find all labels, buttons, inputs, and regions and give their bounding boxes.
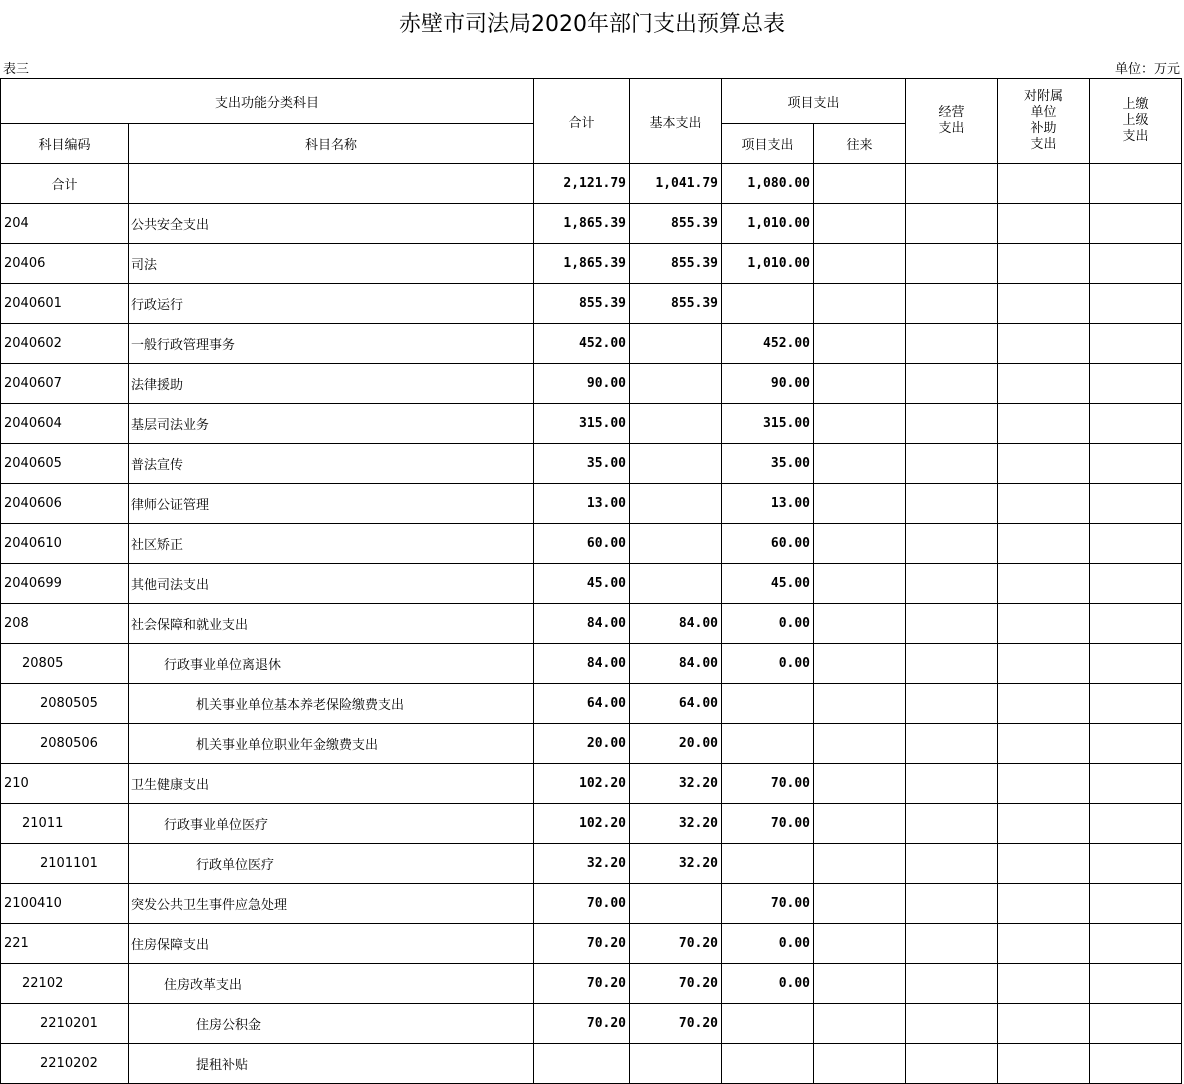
row-operating (906, 604, 998, 644)
row-operating (906, 284, 998, 324)
row-code: 208 (1, 604, 129, 644)
row-project (722, 684, 814, 724)
row-operating (906, 364, 998, 404)
row-subsidy (998, 284, 1090, 324)
row-remit (1090, 764, 1182, 804)
row-code: 2040699 (1, 564, 129, 604)
table-row (1, 364, 1184, 404)
row-name: 行政事业单位离退休 (129, 644, 534, 684)
row-basic: 855.39 (630, 244, 722, 284)
row-remit (1090, 204, 1182, 244)
row-operating (906, 524, 998, 564)
row-transfer (814, 524, 906, 564)
row-subsidy (998, 404, 1090, 444)
row-subsidy (998, 964, 1090, 1004)
row-operating (906, 684, 998, 724)
row-project: 315.00 (722, 404, 814, 444)
row-subsidy (998, 244, 1090, 284)
row-basic (630, 364, 722, 404)
table-row (1, 884, 1184, 924)
row-operating (906, 484, 998, 524)
row-subsidy (998, 764, 1090, 804)
row-remit (1090, 684, 1182, 724)
table-row (1, 844, 1184, 884)
row-remit (1090, 404, 1182, 444)
row-code: 21011 (1, 804, 129, 844)
row-total: 315.00 (534, 404, 630, 444)
page-title: 赤壁市司法局2020年部门支出预算总表 (0, 10, 1184, 40)
row-basic: 855.39 (630, 284, 722, 324)
row-code: 2080505 (1, 684, 129, 724)
row-code: 204 (1, 204, 129, 244)
row-operating (906, 564, 998, 604)
row-transfer (814, 724, 906, 764)
table-row (1, 484, 1184, 524)
row-name: 卫生健康支出 (129, 764, 534, 804)
row-code: 合计 (1, 164, 129, 204)
row-name: 机关事业单位基本养老保险缴费支出 (129, 684, 534, 724)
row-basic: 32.20 (630, 844, 722, 884)
row-transfer (814, 844, 906, 884)
row-remit (1090, 364, 1182, 404)
table-row (1, 684, 1184, 724)
row-subsidy (998, 1004, 1090, 1044)
row-operating (906, 1044, 998, 1084)
row-code: 2040607 (1, 364, 129, 404)
row-basic: 1,041.79 (630, 164, 722, 204)
row-operating (906, 324, 998, 364)
row-basic: 70.20 (630, 1004, 722, 1044)
row-operating (906, 1004, 998, 1044)
row-basic: 64.00 (630, 684, 722, 724)
row-subsidy (998, 1044, 1090, 1084)
row-total: 102.20 (534, 804, 630, 844)
row-basic: 32.20 (630, 804, 722, 844)
row-basic: 84.00 (630, 644, 722, 684)
row-transfer (814, 204, 906, 244)
table-row (1, 204, 1184, 244)
header-classification: 支出功能分类科目 (1, 79, 534, 124)
table-row (1, 164, 1184, 204)
row-subsidy (998, 804, 1090, 844)
row-transfer (814, 684, 906, 724)
row-code: 22102 (1, 964, 129, 1004)
row-total: 90.00 (534, 364, 630, 404)
header-operating: 经营 支出 (906, 79, 998, 164)
row-remit (1090, 444, 1182, 484)
row-transfer (814, 764, 906, 804)
row-operating (906, 884, 998, 924)
row-transfer (814, 164, 906, 204)
row-total: 64.00 (534, 684, 630, 724)
row-name: 一般行政管理事务 (129, 324, 534, 364)
row-remit (1090, 1044, 1182, 1084)
row-project: 1,080.00 (722, 164, 814, 204)
row-total: 102.20 (534, 764, 630, 804)
row-project (722, 284, 814, 324)
row-project: 60.00 (722, 524, 814, 564)
row-code: 20406 (1, 244, 129, 284)
row-subsidy (998, 484, 1090, 524)
row-remit (1090, 604, 1182, 644)
row-basic: 855.39 (630, 204, 722, 244)
row-remit (1090, 284, 1182, 324)
row-total: 32.20 (534, 844, 630, 884)
row-remit (1090, 244, 1182, 284)
row-total: 84.00 (534, 644, 630, 684)
row-basic (630, 1044, 722, 1084)
row-name: 律师公证管理 (129, 484, 534, 524)
row-project: 0.00 (722, 964, 814, 1004)
row-transfer (814, 964, 906, 1004)
row-remit (1090, 884, 1182, 924)
row-project: 0.00 (722, 604, 814, 644)
row-transfer (814, 804, 906, 844)
row-total: 70.00 (534, 884, 630, 924)
row-subsidy (998, 204, 1090, 244)
row-code: 2210202 (1, 1044, 129, 1084)
row-project: 45.00 (722, 564, 814, 604)
row-code: 2040601 (1, 284, 129, 324)
row-basic: 20.00 (630, 724, 722, 764)
row-project (722, 1044, 814, 1084)
row-name: 住房保障支出 (129, 924, 534, 964)
table-row (1, 644, 1184, 684)
table-row (1, 1044, 1184, 1084)
row-basic (630, 404, 722, 444)
row-total: 70.20 (534, 964, 630, 1004)
row-transfer (814, 644, 906, 684)
row-remit (1090, 324, 1182, 364)
row-subsidy (998, 564, 1090, 604)
table-label: 表三 (3, 61, 29, 79)
row-project: 1,010.00 (722, 204, 814, 244)
row-name: 行政运行 (129, 284, 534, 324)
row-transfer (814, 364, 906, 404)
row-subsidy (998, 724, 1090, 764)
row-basic (630, 444, 722, 484)
table-row (1, 1004, 1184, 1044)
row-code: 221 (1, 924, 129, 964)
row-total: 70.20 (534, 1004, 630, 1044)
row-operating (906, 724, 998, 764)
header-transfer: 往来 (814, 124, 906, 164)
row-transfer (814, 884, 906, 924)
row-subsidy (998, 844, 1090, 884)
header-total: 合计 (534, 79, 630, 164)
row-total: 452.00 (534, 324, 630, 364)
row-transfer (814, 1044, 906, 1084)
row-transfer (814, 484, 906, 524)
table-row (1, 404, 1184, 444)
row-project: 70.00 (722, 884, 814, 924)
row-subsidy (998, 644, 1090, 684)
row-transfer (814, 244, 906, 284)
row-remit (1090, 164, 1182, 204)
row-basic (630, 524, 722, 564)
table-row (1, 524, 1184, 564)
row-transfer (814, 404, 906, 444)
row-basic (630, 884, 722, 924)
row-code: 2210201 (1, 1004, 129, 1044)
row-transfer (814, 444, 906, 484)
table-row (1, 804, 1184, 844)
row-project: 90.00 (722, 364, 814, 404)
row-subsidy (998, 604, 1090, 644)
row-operating (906, 804, 998, 844)
budget-table (0, 78, 1184, 1084)
row-basic: 32.20 (630, 764, 722, 804)
row-transfer (814, 1004, 906, 1044)
row-subsidy (998, 924, 1090, 964)
row-code: 2040605 (1, 444, 129, 484)
row-project: 13.00 (722, 484, 814, 524)
row-name: 基层司法业务 (129, 404, 534, 444)
row-remit (1090, 1004, 1182, 1044)
row-total (534, 1044, 630, 1084)
row-operating (906, 764, 998, 804)
header-subsidy: 对附属 单位 补助 支出 (998, 79, 1090, 164)
row-total: 13.00 (534, 484, 630, 524)
row-remit (1090, 924, 1182, 964)
row-remit (1090, 644, 1182, 684)
row-name: 公共安全支出 (129, 204, 534, 244)
row-operating (906, 644, 998, 684)
row-operating (906, 444, 998, 484)
row-code: 2040602 (1, 324, 129, 364)
row-transfer (814, 924, 906, 964)
row-name: 法律援助 (129, 364, 534, 404)
row-subsidy (998, 164, 1090, 204)
row-basic: 70.20 (630, 964, 722, 1004)
row-project: 1,010.00 (722, 244, 814, 284)
table-row (1, 564, 1184, 604)
table-row (1, 604, 1184, 644)
row-name: 提租补贴 (129, 1044, 534, 1084)
row-project: 452.00 (722, 324, 814, 364)
row-code: 20805 (1, 644, 129, 684)
row-operating (906, 204, 998, 244)
row-remit (1090, 804, 1182, 844)
unit-label: 单位：万元 (1115, 61, 1180, 79)
row-total: 2,121.79 (534, 164, 630, 204)
row-code: 2080506 (1, 724, 129, 764)
row-transfer (814, 324, 906, 364)
row-name: 住房改革支出 (129, 964, 534, 1004)
row-name: 突发公共卫生事件应急处理 (129, 884, 534, 924)
row-code: 2040606 (1, 484, 129, 524)
row-name: 行政单位医疗 (129, 844, 534, 884)
row-subsidy (998, 364, 1090, 404)
row-remit (1090, 844, 1182, 884)
row-project: 70.00 (722, 804, 814, 844)
row-operating (906, 404, 998, 444)
table-row (1, 964, 1184, 1004)
table-row (1, 924, 1184, 964)
row-name: 其他司法支出 (129, 564, 534, 604)
row-transfer (814, 284, 906, 324)
row-project: 35.00 (722, 444, 814, 484)
table-row (1, 764, 1184, 804)
row-operating (906, 844, 998, 884)
row-project: 70.00 (722, 764, 814, 804)
row-remit (1090, 964, 1182, 1004)
header-remit: 上缴 上级 支出 (1090, 79, 1182, 164)
row-code: 2040610 (1, 524, 129, 564)
row-remit (1090, 564, 1182, 604)
row-total: 20.00 (534, 724, 630, 764)
table-body (1, 164, 1184, 1084)
row-project: 0.00 (722, 924, 814, 964)
row-total: 60.00 (534, 524, 630, 564)
row-total: 35.00 (534, 444, 630, 484)
row-total: 70.20 (534, 924, 630, 964)
row-transfer (814, 604, 906, 644)
row-subsidy (998, 524, 1090, 564)
row-project (722, 1004, 814, 1044)
row-project (722, 724, 814, 764)
row-remit (1090, 724, 1182, 764)
header-project-group: 项目支出 (722, 79, 906, 124)
table-row (1, 444, 1184, 484)
row-total: 855.39 (534, 284, 630, 324)
row-operating (906, 164, 998, 204)
row-total: 1,865.39 (534, 204, 630, 244)
row-code: 2040604 (1, 404, 129, 444)
row-subsidy (998, 684, 1090, 724)
row-project: 0.00 (722, 644, 814, 684)
row-basic: 84.00 (630, 604, 722, 644)
row-subsidy (998, 324, 1090, 364)
row-name: 住房公积金 (129, 1004, 534, 1044)
row-name: 司法 (129, 244, 534, 284)
row-code: 2101101 (1, 844, 129, 884)
row-total: 84.00 (534, 604, 630, 644)
row-name: 机关事业单位职业年金缴费支出 (129, 724, 534, 764)
row-operating (906, 964, 998, 1004)
row-code: 210 (1, 764, 129, 804)
table-row (1, 284, 1184, 324)
row-name: 行政事业单位医疗 (129, 804, 534, 844)
table-row (1, 324, 1184, 364)
row-name: 社区矫正 (129, 524, 534, 564)
row-remit (1090, 484, 1182, 524)
row-basic (630, 324, 722, 364)
row-total: 1,865.39 (534, 244, 630, 284)
row-total: 45.00 (534, 564, 630, 604)
header-name: 科目名称 (129, 124, 534, 164)
row-operating (906, 244, 998, 284)
row-subsidy (998, 444, 1090, 484)
row-operating (906, 924, 998, 964)
row-name: 普法宣传 (129, 444, 534, 484)
table-row (1, 244, 1184, 284)
header-project: 项目支出 (722, 124, 814, 164)
row-basic (630, 484, 722, 524)
row-code: 2100410 (1, 884, 129, 924)
header-code: 科目编码 (1, 124, 129, 164)
row-project (722, 844, 814, 884)
row-subsidy (998, 884, 1090, 924)
row-remit (1090, 524, 1182, 564)
table-header (1, 79, 1184, 164)
row-basic (630, 564, 722, 604)
row-name (129, 164, 534, 204)
header-basic: 基本支出 (630, 79, 722, 164)
row-basic: 70.20 (630, 924, 722, 964)
row-transfer (814, 564, 906, 604)
table-row (1, 724, 1184, 764)
row-name: 社会保障和就业支出 (129, 604, 534, 644)
